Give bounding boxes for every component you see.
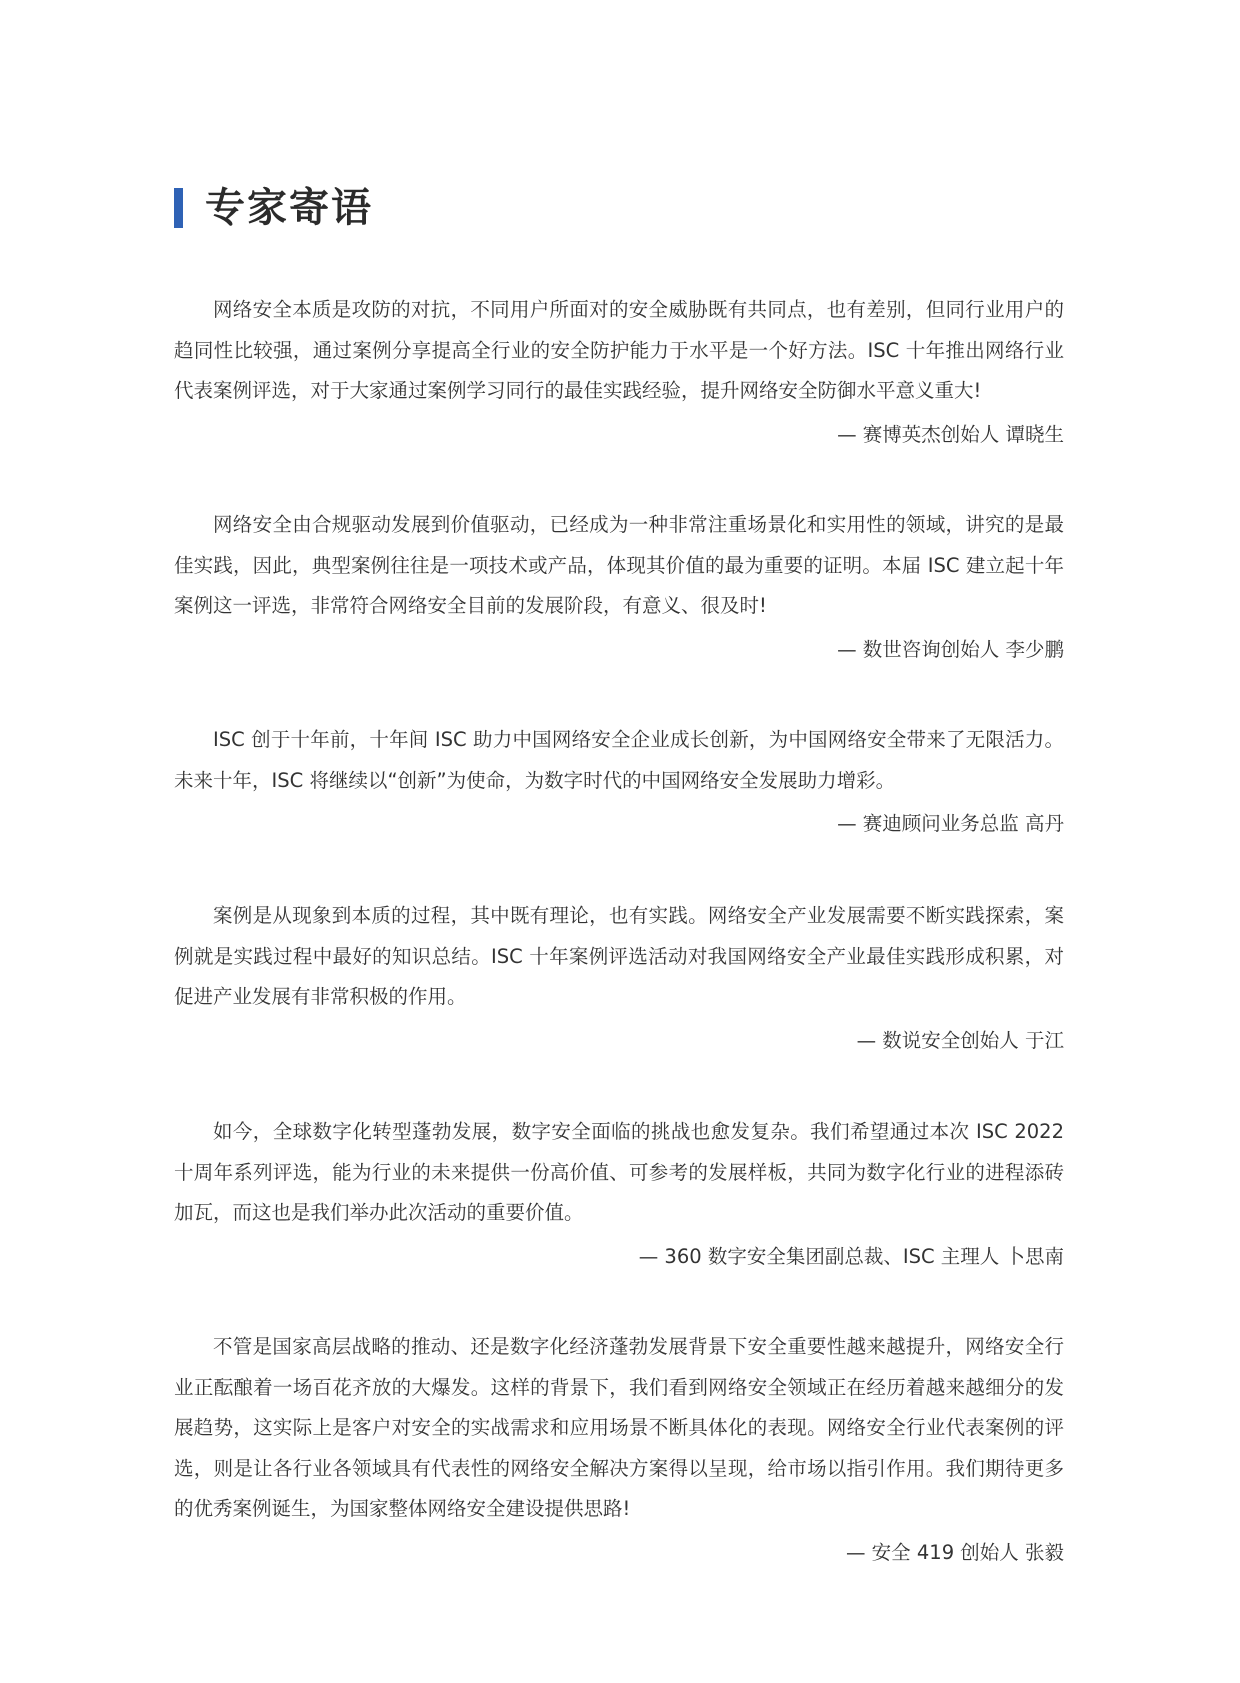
quote-text: 网络安全由合规驱动发展到价值驱动，已经成为一种非常注重场景化和实用性的领域，讲究的是最佳实践，因此，典型案例往往是一项技术或产品，体现其价值的最为重要的证明。本届 ISC 建立起十年案例这一评选，非常符合网络安全目前的发展阶段，有意义、很及时!	[174, 513, 1064, 617]
page-title: 专家寄语	[205, 185, 373, 231]
quote-block	[174, 1112, 1064, 1277]
quote-text: 不管是国家高层战略的推动、还是数字化经济蓬勃发展背景下安全重要性越来越提升，网络安全行业正酝酿着一场百花齐放的大爆发。这样的背景下，我们看到网络安全领域正在经历着越来越细分的发展趋势，这实际上是客户对安全的实战需求和应用场景不断具体化的表现。网络安全行业代表案例的评选，则是让各行业各领域具有代表性的网络安全解决方案得以呈现，给市场以指引作用。我们期待更多的优秀案例诞生，为国家整体网络安全建设提供思路!	[174, 1335, 1064, 1520]
quote-text: 案例是从现象到本质的过程，其中既有理论，也有实践。网络安全产业发展需要不断实践探索，案例就是实践过程中最好的知识总结。ISC 十年案例评选活动对我国网络安全产业最佳实践形成积累，对促进产业发展有非常积极的作用。	[174, 904, 1064, 1008]
quote-text: ISC 创于十年前，十年间 ISC 助力中国网络安全企业成长创新，为中国网络安全带来了无限活力。未来十年，ISC 将继续以“创新”为使命，为数字时代的中国网络安全发展助力增彩。	[174, 728, 1064, 792]
quote-text: 网络安全本质是攻防的对抗，不同用户所面对的安全威胁既有共同点，也有差别，但同行业用户的趋同性比较强，通过案例分享提高全行业的安全防护能力于水平是一个好方法。ISC 十年推出网络行业代表案例评选，对于大家通过案例学习同行的最佳实践经验，提升网络安全防御水平意义重大!	[174, 298, 1064, 402]
quote-block	[174, 1327, 1064, 1573]
quote-block	[174, 505, 1064, 670]
quote-block	[174, 720, 1064, 844]
quote-block	[174, 896, 1064, 1061]
quote-attribution: — 数说安全创始人 于江	[856, 1028, 1064, 1052]
quote-block	[174, 290, 1064, 455]
quote-attribution: — 安全 419 创始人 张毅	[845, 1540, 1064, 1564]
section-header	[174, 184, 373, 232]
quote-attribution: — 赛迪顾问业务总监 高丹	[837, 812, 1064, 835]
quote-attribution: — 360 数字安全集团副总裁、ISC 主理人 卜思南	[638, 1244, 1064, 1268]
quote-attribution: — 数世咨询创始人 李少鹏	[837, 637, 1064, 661]
quote-attribution: — 赛博英杰创始人 谭晓生	[837, 422, 1064, 446]
title-accent-bar	[174, 188, 183, 228]
quote-text: 如今，全球数字化转型蓬勃发展，数字安全面临的挑战也愈发复杂。我们希望通过本次 ISC 2022 十周年系列评选，能为行业的未来提供一份高价值、可参考的发展样板，共同为数字化行业的进程添砖加瓦，而这也是我们举办此次活动的重要价值。	[174, 1120, 1064, 1224]
